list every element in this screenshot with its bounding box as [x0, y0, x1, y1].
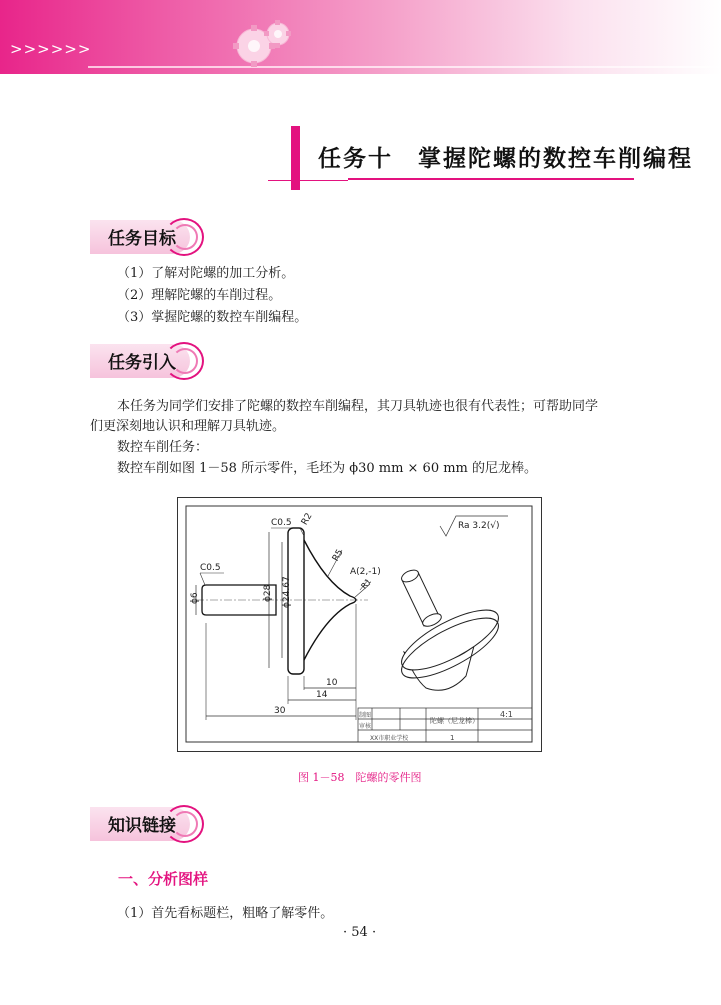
title-block-qty: 1 — [450, 734, 455, 742]
objective-item: （1）了解对陀螺的加工分析。 — [117, 266, 295, 281]
section-label-intro: 任务引入 — [108, 353, 176, 373]
dimension-label: ϕ24.67 — [282, 576, 292, 608]
section-tab-objectives — [90, 220, 206, 254]
section-tab-knowledge — [90, 807, 206, 841]
roughness-symbol: Ra 3.2(√) — [458, 521, 500, 531]
dimension-label: 30 — [274, 706, 286, 716]
header-banner — [0, 0, 721, 74]
title-block-cell: 制图 — [359, 712, 372, 719]
intro-paragraph-line: 们更深刻地认识和理解刀具轨迹。 — [90, 419, 286, 434]
section-tab-intro — [90, 344, 206, 378]
dimension-label: R1 — [359, 576, 374, 591]
page-title: 任务十 掌握陀螺的数控车削编程 — [318, 146, 693, 172]
section-label-objectives: 任务目标 — [108, 229, 176, 249]
dimension-label: C0.5 — [200, 563, 221, 573]
section-label-knowledge: 知识链接 — [108, 816, 176, 836]
title-underline-thin — [268, 180, 348, 181]
subheading: 一、分析图样 — [118, 870, 209, 888]
dimension-label: C0.5 — [271, 518, 292, 528]
title-block-part-name: 陀螺（尼龙棒） — [430, 717, 479, 725]
dimension-label: R2 — [299, 511, 315, 527]
knowledge-item: （1）首先看标题栏，粗略了解零件。 — [117, 906, 334, 921]
top-3d-view — [394, 568, 506, 691]
figure-caption: 图 1－58 陀螺的零件图 — [298, 771, 422, 784]
gear-icon — [226, 12, 296, 72]
header-rule — [88, 66, 721, 68]
objective-item: （2）理解陀螺的车削过程。 — [117, 288, 282, 303]
intro-task-label: 数控车削任务： — [117, 440, 209, 455]
dimension-label: 14 — [316, 690, 328, 700]
dimension-label: A(2,-1) — [350, 567, 381, 577]
dimension-label: ϕ6 — [190, 592, 200, 604]
title-block-school: XX市职业学校 — [370, 735, 409, 742]
title-block-cell: 审核 — [359, 723, 372, 730]
intro-paragraph-line: 本任务为同学们安排了陀螺的数控车削编程，其刀具轨迹也很有代表性；可帮助同学 — [117, 399, 599, 414]
part-drawing — [177, 497, 542, 752]
chevron-decoration: >>>>>> — [10, 40, 92, 58]
title-block-scale: 4:1 — [500, 710, 513, 719]
page-number: · 54 · — [343, 925, 377, 940]
dimension-label: R5 — [330, 547, 346, 564]
intro-task-description: 数控车削如图 1－58 所示零件，毛坯为 ϕ30 mm × 60 mm 的尼龙棒。 — [117, 461, 538, 476]
dimension-label: ϕ28 — [263, 584, 273, 602]
dimension-label: 10 — [326, 678, 338, 688]
objective-item: （3）掌握陀螺的数控车削编程。 — [117, 310, 308, 325]
title-underline — [348, 178, 634, 180]
